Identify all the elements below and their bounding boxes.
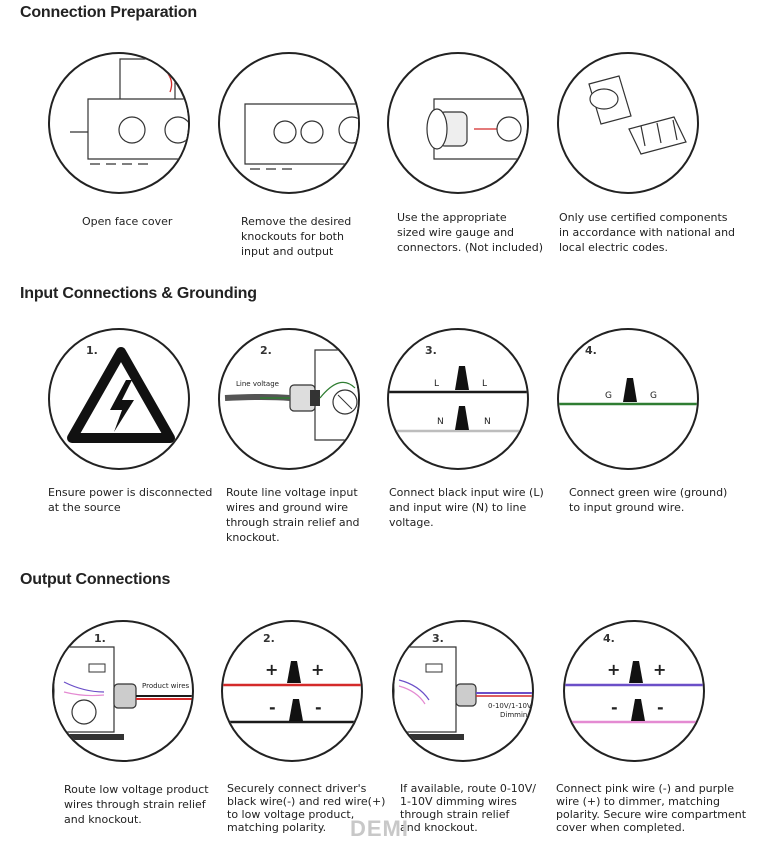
product-wires-label: Product wires [142,682,190,690]
high-voltage-warning-icon [50,330,190,470]
section-title-output: Output Connections [20,571,171,588]
wire-nut-icon [559,330,699,470]
prep-step-1-caption: Open face cover [82,215,173,228]
input-step-4-caption: Connect green wire (ground) to input ground wire. [569,486,728,514]
section-title-input: Input Connections & Grounding [20,285,257,302]
watermark: DEMI [350,816,409,841]
input-step-1-caption: Ensure power is disconnected at the source [48,486,213,514]
strain-relief-icon [389,54,529,194]
line-voltage-label: Line voltage [236,380,279,388]
output-step-4-illustration: 4. + + - - [563,620,705,762]
prep-step-2-illustration [218,52,360,194]
output-step-2-caption: Securely connect driver's black wire(-) and red wire(+) to low voltage product, matching polarity. [227,782,386,834]
input-step-2-illustration: 2. Line voltage [218,328,360,470]
strain-relief-icon [54,622,194,762]
input-step-3-illustration: 3. L L N N [387,328,529,470]
output-step-1-caption: Route low voltage product wires through strain relief and knockout. [64,783,209,826]
input-step-1-illustration: 1. [48,328,190,470]
prep-step-4-caption: Only use certified components in accordance with national and local electric codes. [559,211,736,254]
wire-nut-icon [389,330,529,470]
output-step-2-illustration: 2. + + - - [221,620,363,762]
knockout-box-icon [220,54,360,194]
output-step-4-caption: Connect pink wire (-) and purple wire (+) to dimmer, matching polarity. Secure wire compartment cover when completed. [556,782,747,834]
strain-relief-icon [220,330,360,470]
knockout-box-icon [50,54,190,194]
output-step-1-illustration: 1. Product wires [52,620,194,762]
prep-step-1-illustration [48,52,190,194]
dimming-label: 0-10V/1-10V Dimming [488,702,532,719]
output-step-3-caption: If available, route 0-10V/ 1-10V dimming wires through strain relief and knockout. [400,782,537,834]
prep-step-4-illustration [557,52,699,194]
wire-nut-icon [565,622,705,762]
input-step-3-caption: Connect black input wire (L) and input wire (N) to line voltage. [389,486,544,529]
prep-step-3-illustration [387,52,529,194]
strain-relief-icon [394,622,534,762]
section-title-prep: Connection Preparation [20,4,197,21]
prep-step-3-caption: Use the appropriate sized wire gauge and connectors. (Not included) [397,211,544,254]
input-step-4-illustration: 4. G G [557,328,699,470]
wire-nut-icon [223,622,363,762]
prep-step-2-caption: Remove the desired knockouts for both input and output [241,215,352,258]
output-step-3-illustration: 3. 0-10V/1-10V Dimming [392,620,534,762]
input-step-2-caption: Route line voltage input wires and ground wire through strain relief and knockout. [226,486,360,544]
connector-block-icon [559,54,699,194]
